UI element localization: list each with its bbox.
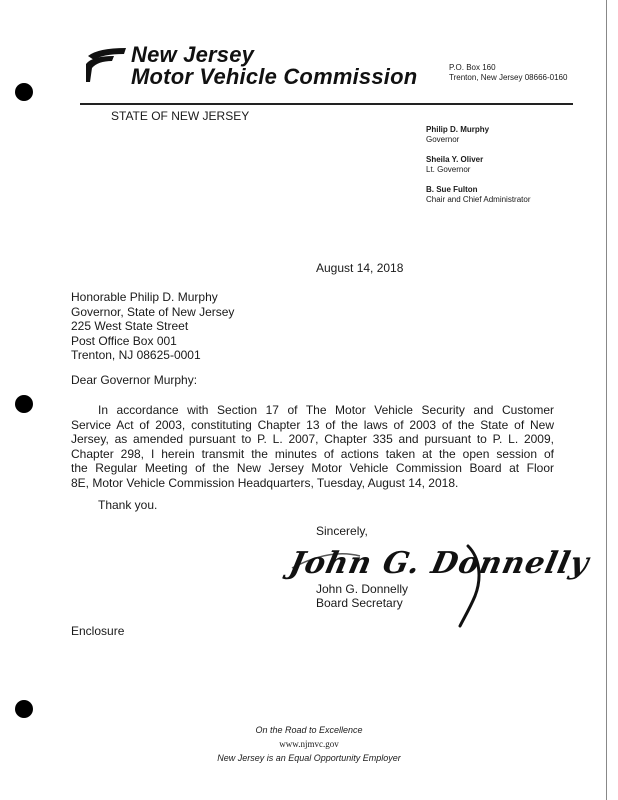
page-edge: [606, 0, 607, 800]
official-name: Philip D. Murphy: [426, 125, 490, 134]
binder-hole-top: [15, 83, 33, 101]
state-label: STATE OF NEW JERSEY: [111, 109, 250, 123]
recipient-line: Trenton, NJ 08625-0001: [71, 348, 201, 362]
footer-eoe: New Jersey is an Equal Opportunity Employer: [217, 753, 401, 763]
body-line: In accordance with Section 17 of The Motor Vehicle Security and Customer: [98, 403, 554, 417]
salutation: Dear Governor Murphy:: [71, 373, 198, 387]
recipient-address: [71, 290, 234, 363]
thank-you: Thank you.: [98, 498, 158, 512]
mailing-address-line2: Trenton, New Jersey 08666-0160: [449, 73, 568, 82]
org-name-line2: Motor Vehicle Commission: [131, 64, 418, 89]
recipient-line: 225 West State Street: [71, 319, 189, 333]
enclosure-note: Enclosure: [71, 624, 125, 638]
official-name: Sheila Y. Oliver: [426, 155, 484, 164]
official-title: Governor: [426, 135, 460, 144]
mailing-address-line1: P.O. Box 160: [449, 63, 496, 72]
signer-name: John G. Donnelly: [316, 582, 409, 596]
signer-title: Board Secretary: [316, 596, 403, 610]
body-line: 8E, Motor Vehicle Commission Headquarters, Tuesday, August 14, 2018.: [71, 475, 459, 490]
body-line: Chapter 298, I herein transmit the minutes of actions taken at the open session of: [71, 446, 554, 461]
official-name: B. Sue Fulton: [426, 185, 478, 194]
recipient-line: Post Office Box 001: [71, 333, 177, 348]
header-rule: [80, 103, 573, 105]
binder-hole-bottom: [15, 700, 33, 718]
binder-hole-middle: [15, 395, 33, 413]
official-title: Chair and Chief Administrator: [426, 195, 531, 204]
official-title: Lt. Governor: [426, 165, 471, 174]
letterhead: [84, 42, 418, 89]
closing: Sincerely,: [316, 524, 368, 538]
footer-slogan: On the Road to Excellence: [255, 725, 363, 735]
footer: [0, 723, 618, 765]
body-line: the Regular Meeting of the New Jersey Motor Vehicle Commission Board at Floor: [71, 461, 554, 475]
recipient-line: Governor, State of New Jersey: [71, 304, 235, 319]
body-paragraph: [71, 403, 554, 490]
org-name-line1: New Jersey: [131, 42, 255, 67]
signature-script: John G. Donnelly: [286, 546, 593, 581]
body-line: Jersey, as amended pursuant to P. L. 2007, Chapter 335 and pursuant to P. L. 2009,: [71, 432, 554, 446]
body-line: Service Act of 2003, constituting Chapter 13 of the laws of 2003 of the State of New: [71, 417, 554, 432]
mvc-swoosh-logo-icon: [84, 46, 128, 86]
recipient-line: Honorable Philip D. Murphy: [71, 290, 218, 304]
footer-website: www.njmvc.gov: [279, 739, 339, 749]
letter-date: August 14, 2018: [316, 261, 404, 275]
